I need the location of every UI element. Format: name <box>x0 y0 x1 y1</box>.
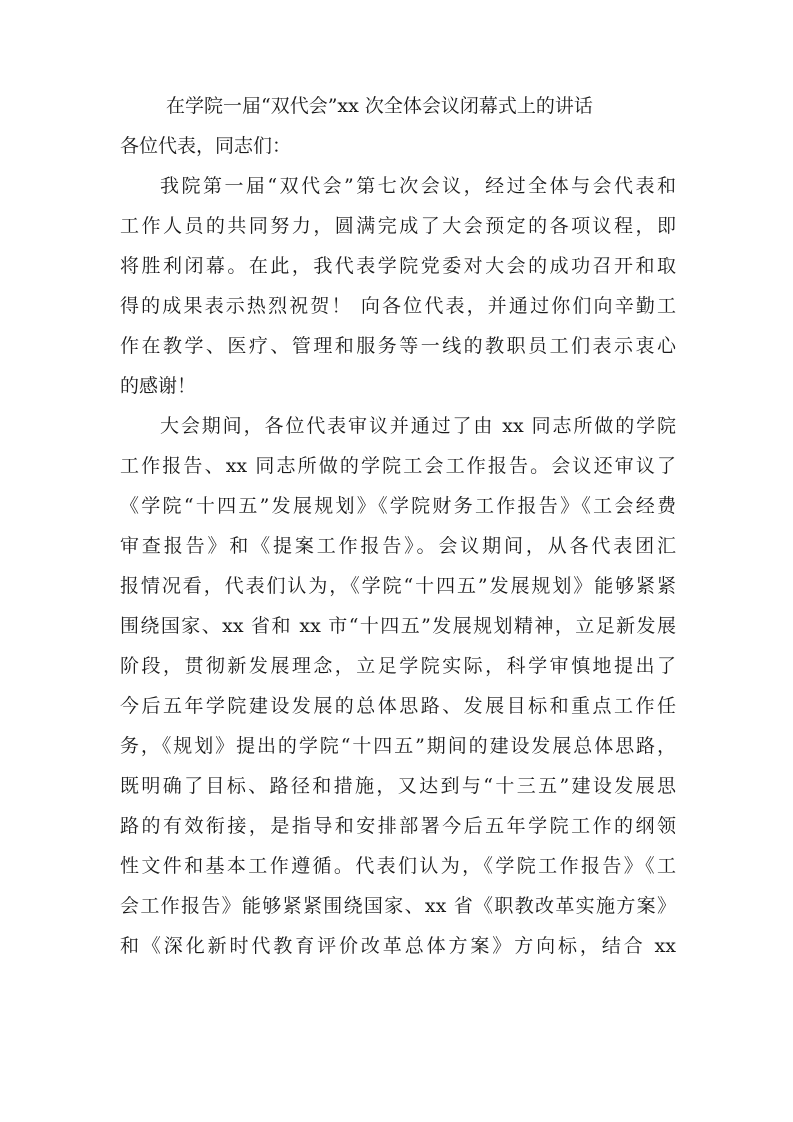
paragraph-line: 《学院“十四五”发展规划》《学院财务工作报告》《工会经费 <box>120 495 676 517</box>
paragraph-1 <box>120 166 676 406</box>
paragraph-line: 得的成果表示热烈祝贺！ 向各位代表，并通过你们向辛勤工 <box>120 295 676 317</box>
paragraph-line: 和《深化新时代教育评价改革总体方案》方向标，结合 xx <box>120 935 676 957</box>
document-title: 在学院一届“双代会”xx 次全体会议闭幕式上的讲话 <box>166 95 593 117</box>
paragraph-2 <box>120 406 676 966</box>
paragraph-line: 的感谢！ <box>120 375 197 397</box>
paragraph-line: 工作报告、xx 同志所做的学院工会工作报告。会议还审议了 <box>120 455 676 477</box>
paragraph-line: 报情况看，代表们认为，《学院“十四五”发展规划》能够紧紧 <box>120 575 676 597</box>
paragraph-line: 务，《规划》提出的学院“十四五”期间的建设发展总体思路， <box>120 735 676 757</box>
paragraph-line: 将胜利闭幕。在此，我代表学院党委对大会的成功召开和取 <box>120 255 676 277</box>
paragraph-line: 会工作报告》能够紧紧围绕国家、xx 省《职教改革实施方案》 <box>120 895 676 917</box>
paragraph-line: 工作人员的共同努力，圆满完成了大会预定的各项议程，即 <box>120 215 676 237</box>
paragraph-line: 性文件和基本工作遵循。代表们认为，《学院工作报告》《工 <box>120 855 676 877</box>
paragraph-line: 路的有效衔接，是指导和安排部署今后五年学院工作的纲领 <box>120 815 676 837</box>
paragraph-line: 大会期间，各位代表审议并通过了由 xx 同志所做的学院 <box>160 415 676 437</box>
paragraph-line: 围绕国家、xx 省和 xx 市“十四五”发展规划精神，立足新发展 <box>120 615 676 637</box>
speech-body <box>120 86 676 966</box>
paragraph-line: 作在教学、医疗、管理和服务等一线的教职员工们表示衷心 <box>120 335 676 357</box>
paragraph-line: 审查报告》和《提案工作报告》。会议期间，从各代表团汇 <box>120 535 676 557</box>
paragraph-line: 我院第一届“双代会”第七次会议，经过全体与会代表和 <box>160 175 676 197</box>
paragraph-line: 今后五年学院建设发展的总体思路、发展目标和重点工作任 <box>120 695 676 717</box>
salutation: 各位代表，同志们： <box>120 135 292 157</box>
paragraph-line: 既明确了目标、路径和措施，又达到与“十三五”建设发展思 <box>120 775 676 797</box>
paragraph-line: 阶段，贯彻新发展理念，立足学院实际，科学审慎地提出了 <box>120 655 676 677</box>
